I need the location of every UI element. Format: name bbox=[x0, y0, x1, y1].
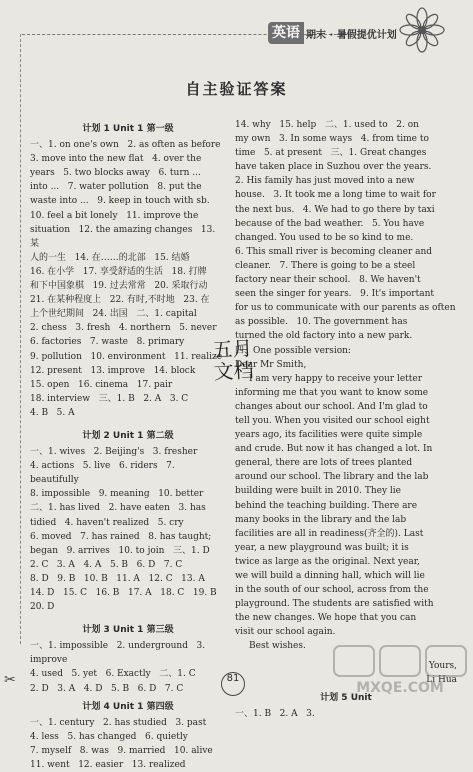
answer-line: tell you. When you visited our school eight bbox=[235, 415, 430, 426]
answer-line: 7. myself 8. was 9. married 10. alive bbox=[30, 745, 213, 756]
answer-line: changes about our school. And I'm glad to bbox=[235, 401, 428, 412]
svg-text:MXQE.COM: MXQE.COM bbox=[356, 680, 444, 696]
answer-line: changed. You used to be so kind to me. bbox=[235, 232, 414, 243]
answer-line: 一、1. on one's own 2. as often as before bbox=[30, 140, 221, 151]
answer-line: 2. D 3. A 4. D 5. B 6. D 7. C bbox=[30, 683, 184, 694]
right-answer-column bbox=[235, 118, 457, 721]
answer-line: as possible. 10. The government has bbox=[235, 317, 408, 328]
left-answer-column bbox=[30, 118, 226, 772]
answer-line: many books in the library and the lab bbox=[235, 514, 407, 525]
answer-line: into ... 7. water pollution 8. put the bbox=[30, 182, 202, 193]
answer-line: turned the old factory into a new park. bbox=[235, 331, 413, 342]
left-cut-line bbox=[20, 34, 21, 644]
answer-line: because of the bad weather. 5. You have bbox=[235, 218, 425, 229]
answer-line: years 5. two blocks away 6. turn ... bbox=[30, 168, 201, 179]
series-title: 期末 · 暑假提优计划 bbox=[306, 30, 397, 41]
answer-line: Best wishes. bbox=[249, 641, 306, 652]
answer-line: 四、One possible version: bbox=[235, 345, 351, 356]
answer-line: 15. open 16. cinema 17. pair bbox=[30, 379, 173, 390]
answer-line: began 9. arrives 10. to join 三、1. D bbox=[30, 545, 210, 556]
scissors-icon: ✂ bbox=[4, 672, 16, 688]
section-heading: 计划 1 Unit 1 第一级 bbox=[82, 124, 174, 134]
answer-line: I am very happy to receive your letter bbox=[249, 373, 423, 384]
answer-line: 4. actions 5. live 6. riders 7. beautifully bbox=[30, 461, 178, 486]
answer-line: 12. present 13. improve 14. block bbox=[30, 365, 196, 376]
answer-line: 8. D 9. B 10. B 11. A 12. C 13. A bbox=[30, 573, 205, 584]
answer-line: we will build a dinning hall, which will lie bbox=[235, 571, 425, 581]
answer-line: for us to communicate with our parents as often bbox=[235, 303, 456, 314]
watermark-logo bbox=[330, 640, 470, 698]
section-heading: 计划 4 Unit 1 第四级 bbox=[82, 701, 174, 712]
flower-icon bbox=[398, 6, 446, 54]
answer-line: year, a new playground was built; it is bbox=[235, 542, 409, 553]
answer-line: the new changes. We hope that you can bbox=[235, 613, 417, 624]
answer-line: my own 3. In some ways 4. from time to bbox=[235, 134, 429, 145]
answer-line: 4. B 5. A bbox=[30, 407, 75, 418]
section-heading: 计划 2 Unit 1 第二级 bbox=[82, 430, 174, 441]
answer-line: 6. This small river is becoming cleaner and bbox=[235, 246, 433, 257]
answer-line: 6. moved 7. has rained 8. has taught; bbox=[30, 531, 212, 542]
answer-line: 21. 在某种程度上 22. 有时,不时地 23. 在 bbox=[30, 295, 210, 306]
answer-line: cleaner. 7. There is going to be a steel bbox=[235, 260, 416, 271]
answer-line: time 5. at present 三、1. Great changes bbox=[235, 148, 427, 159]
answer-line: behind the teaching building. There are bbox=[235, 500, 418, 511]
answer-line: 20. D bbox=[30, 602, 55, 613]
answer-line: 2. chess 3. fresh 4. northern 5. never bbox=[30, 323, 217, 334]
answer-line: 2. C 3. A 4. A 5. B 6. D 7. C bbox=[30, 559, 183, 570]
page-number: 81 bbox=[221, 672, 245, 696]
answer-line: situation 12. the amazing changes 13. 某 bbox=[30, 224, 219, 249]
answer-line: 一、1. impossible 2. underground 3. improve bbox=[30, 641, 209, 666]
answer-line: 2. His family has just moved into a new bbox=[235, 176, 415, 187]
answer-line: 一、1. century 2. has studied 3. past bbox=[30, 717, 207, 728]
answer-line: 16. 在小学 17. 享受舒适的生活 18. 打牌 bbox=[30, 266, 207, 277]
answer-line: 人的一生 14. 在……的北部 15. 结婚 bbox=[30, 252, 190, 263]
answer-line: 3. move into the new flat 4. over the bbox=[30, 154, 202, 165]
answer-line: 14. why 15. help 二、1. used to 2. on bbox=[235, 120, 419, 130]
answer-line: 18. interview 三、1. B 2. A 3. C bbox=[30, 393, 189, 404]
answer-line: general, there are lots of trees planted bbox=[235, 458, 413, 469]
answer-line: and crude. But now it has changed a lot. In bbox=[235, 444, 433, 455]
spacer bbox=[30, 614, 226, 619]
answer-line: 14. D 15. C 16. B 17. A 18. C 19. B bbox=[30, 588, 217, 598]
answer-line: 4. less 5. has changed 6. quietly bbox=[30, 731, 188, 742]
answer-line: playground. The students are satisfied with bbox=[235, 599, 434, 610]
answer-line: years ago, its facilities were quite simple bbox=[235, 430, 423, 441]
subject-badge: 英语 bbox=[268, 22, 304, 44]
page-title: 自主验证答案 bbox=[185, 80, 288, 98]
section-heading: 计划 5 Unit bbox=[320, 692, 372, 703]
answer-line: around our school. The library and the lab bbox=[235, 472, 429, 483]
answer-line: Li Hua bbox=[426, 674, 457, 685]
answer-line: visit our school again. bbox=[235, 627, 336, 638]
answer-line: building were built in 2010. They lie bbox=[235, 486, 401, 497]
answer-line: have taken place in Suzhou over the years. bbox=[235, 162, 432, 173]
answer-line: 4. used 5. yet 6. Exactly 二、1. C bbox=[30, 669, 196, 680]
answer-line: seen the singer for years. 9. It's important bbox=[235, 289, 434, 300]
answer-line: 一、1. B 2. A 3. bbox=[235, 708, 315, 719]
section-heading: 计划 3 Unit 1 第三级 bbox=[82, 625, 174, 636]
answer-line: facilities are all in readiness(齐全的). Last bbox=[235, 528, 424, 539]
answer-line: 11. went 12. easier 13. realized bbox=[30, 760, 186, 771]
answer-line: tidied 4. haven't realized 5. cry bbox=[30, 517, 184, 528]
answer-line: 8. impossible 9. meaning 10. better bbox=[30, 489, 204, 500]
answer-line: 10. feel a bit lonely 11. improve the bbox=[30, 210, 199, 221]
answer-line: the next bus. 4. We had to go there by taxi bbox=[235, 204, 435, 215]
answer-line: 6. factories 7. waste 8. primary bbox=[30, 337, 185, 348]
answer-line: factory near their school. 8. We haven't bbox=[235, 275, 421, 286]
answer-line: informing me that you want to know some bbox=[235, 387, 429, 398]
answer-line: twice as large as the original. Next year, bbox=[235, 556, 420, 567]
handwritten-note: 五月文档 bbox=[211, 335, 255, 385]
answer-line: waste into ... 9. keep in touch with sb. bbox=[30, 196, 210, 207]
answer-line: 上个世纪期间 24. 出国 二、1. capital bbox=[30, 309, 197, 320]
answer-line: 一、1. wives 2. Beijing's 3. fresher bbox=[30, 447, 198, 458]
answer-line: Yours, bbox=[428, 660, 457, 671]
answer-line: 和下中国象棋 19. 过去常常 20. 采取行动 bbox=[30, 281, 208, 292]
spacer bbox=[30, 420, 226, 425]
answer-line: 二、1. has lived 2. have eaten 3. has bbox=[30, 503, 206, 514]
answer-line: Dear Mr Smith, bbox=[235, 359, 307, 370]
answer-line: house. 3. It took me a long time to wait for bbox=[235, 190, 436, 201]
answer-line: 9. pollution 10. environment 11. realize bbox=[30, 351, 223, 362]
answer-line: in the south of our school, across from the bbox=[235, 585, 429, 596]
